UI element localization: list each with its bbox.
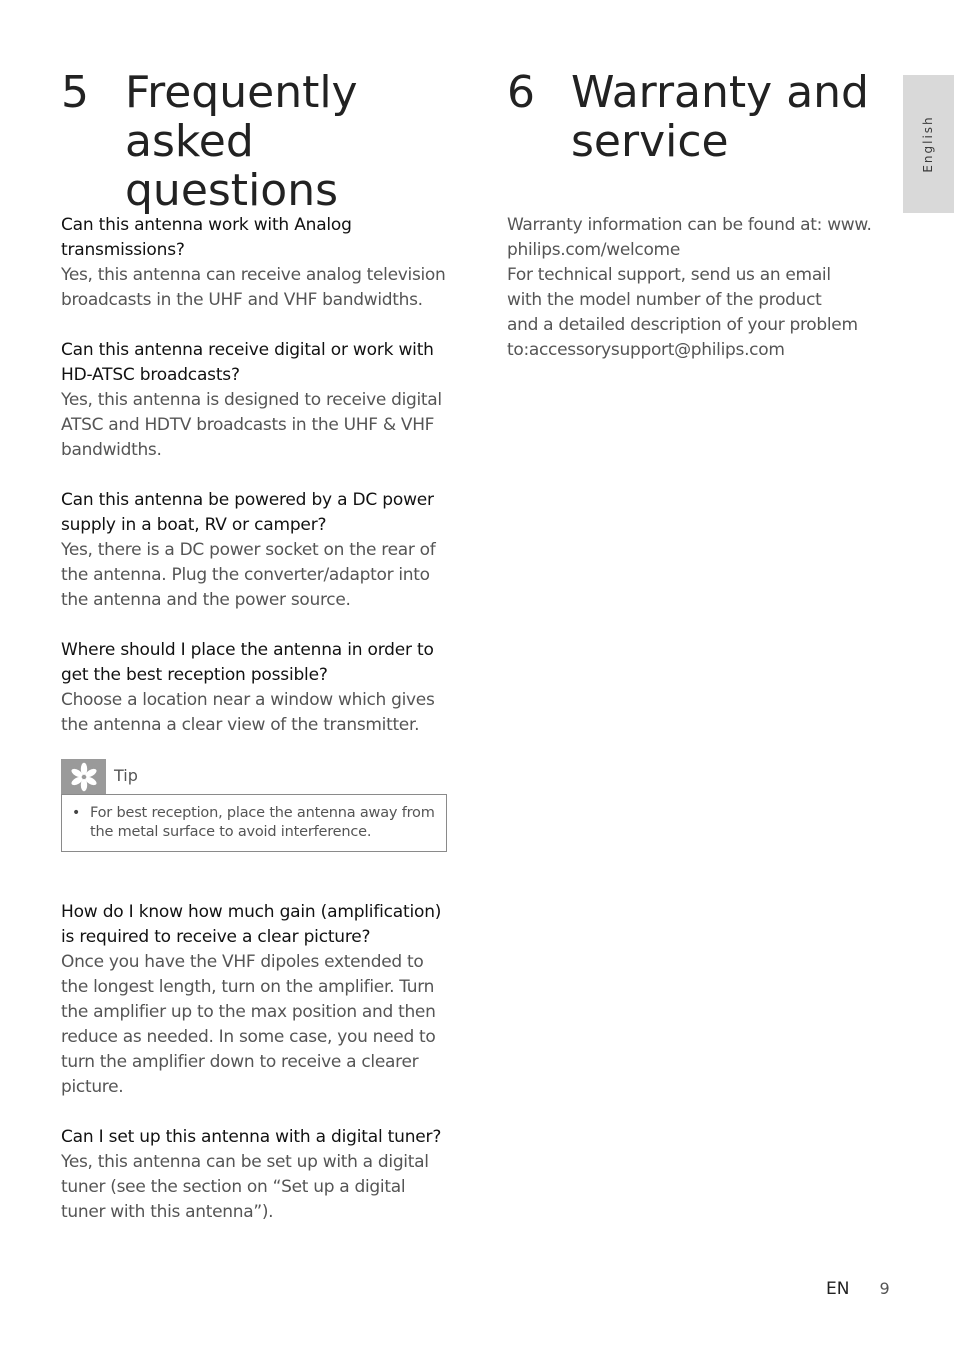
chapter-5-title-line1: Frequently xyxy=(125,67,358,118)
chapter-6-title-line1: Warranty and xyxy=(571,67,869,118)
chapter-6-heading xyxy=(507,68,887,166)
faq-question: How do I know how much gain (amplification) is required to receive a clear picture? xyxy=(61,902,442,947)
chapter-5-title-line2: asked questions xyxy=(125,116,339,216)
tip-text: For best reception, place the antenna away from the metal surface to avoid interference. xyxy=(90,805,435,840)
faq-answer: Yes, there is a DC power socket on the rear of the antenna. Plug the converter/adaptor into the antenna and the power source. xyxy=(61,540,436,610)
warranty-line: and a detailed description of your problem xyxy=(507,315,858,335)
faq-question: Can I set up this antenna with a digital tuner? xyxy=(61,1127,442,1147)
faq-answer: Yes, this antenna can receive analog television broadcasts in the UHF and VHF bandwidths. xyxy=(61,265,446,310)
footer-language-code: EN xyxy=(826,1279,850,1299)
faq-item xyxy=(61,213,451,313)
chapter-6-title-line2: service xyxy=(571,116,729,167)
chapter-6-number: 6 xyxy=(507,67,535,118)
tip-label: Tip xyxy=(114,766,138,785)
faq-item xyxy=(61,638,451,738)
warranty-url: philips.com/welcome xyxy=(507,240,680,260)
faq-answer: Once you have the VHF dipoles extended to the longest length, turn on the amplifier. Turn the amplifier up to the max position and then reduce as needed. In some case, you need to turn the amplifier down to receive a clearer picture. xyxy=(61,952,436,1097)
faq-section xyxy=(61,213,451,1250)
faq-question: Can this antenna work with Analog transmissions? xyxy=(61,215,352,260)
bullet-icon: • xyxy=(72,805,81,821)
faq-question: Can this antenna be powered by a DC power supply in a boat, RV or camper? xyxy=(61,490,434,535)
warranty-section xyxy=(507,213,887,363)
warranty-line: For technical support, send us an email xyxy=(507,265,831,285)
page-number: 9 xyxy=(879,1279,890,1298)
faq-answer: Yes, this antenna is designed to receive digital ATSC and HDTV broadcasts in the UHF & VHF bandwidths. xyxy=(61,390,442,460)
tip-header xyxy=(61,759,447,794)
language-tab xyxy=(903,75,954,213)
tip-content xyxy=(61,794,447,852)
warranty-line: Warranty information can be found at: www. xyxy=(507,215,872,235)
page-footer xyxy=(826,1279,890,1299)
faq-item xyxy=(61,1125,451,1225)
faq-item xyxy=(61,488,451,613)
faq-item xyxy=(61,900,451,1100)
chapter-5-number: 5 xyxy=(61,67,89,118)
language-tab-label: English xyxy=(921,115,935,173)
faq-answer: Choose a location near a window which gives the antenna a clear view of the transmitter. xyxy=(61,690,435,735)
faq-answer: Yes, this antenna can be set up with a digital tuner (see the section on “Set up a digital tuner with this antenna”). xyxy=(61,1152,429,1222)
warranty-line: with the model number of the product xyxy=(507,290,822,310)
tip-box xyxy=(61,759,447,852)
tip-asterisk-icon xyxy=(61,759,106,794)
support-email: to:accessorysupport@philips.com xyxy=(507,340,785,360)
faq-question: Can this antenna receive digital or work with HD-ATSC broadcasts? xyxy=(61,340,434,385)
chapter-5-heading xyxy=(61,68,461,215)
faq-item xyxy=(61,338,451,463)
faq-question: Where should I place the antenna in order to get the best reception possible? xyxy=(61,640,434,685)
